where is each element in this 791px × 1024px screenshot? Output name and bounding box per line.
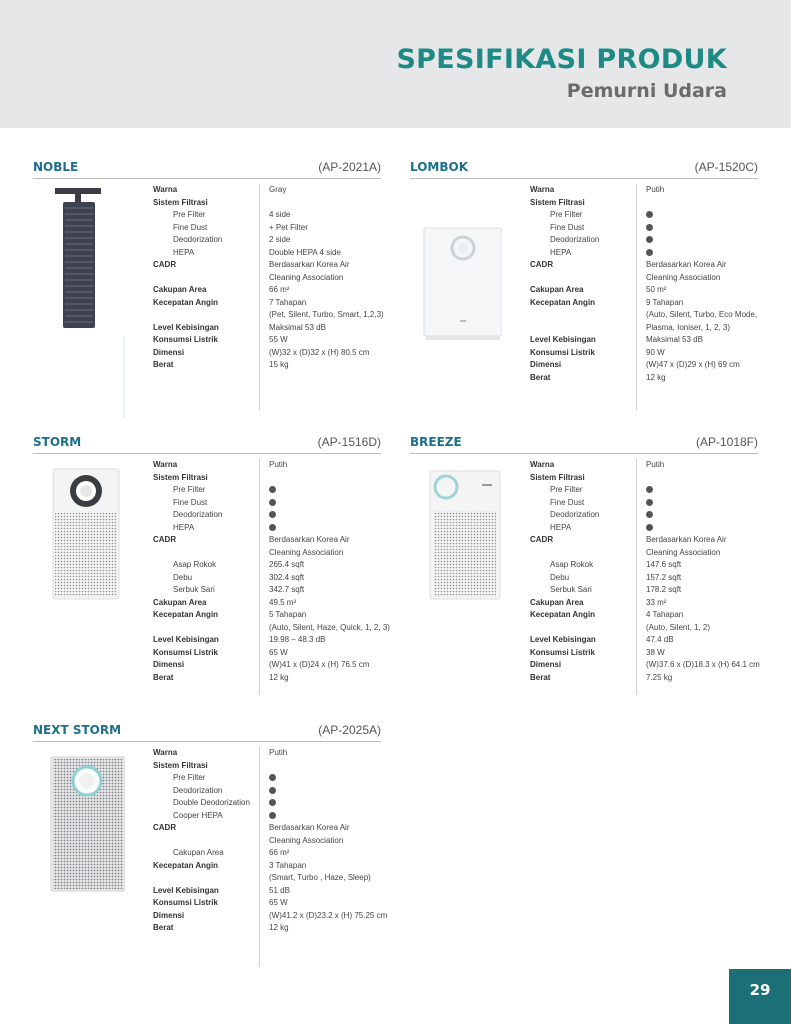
spec-dot (646, 509, 653, 522)
spec-row (530, 359, 760, 372)
spec-label: Level Kebisingan (153, 635, 219, 644)
product-image-noble (33, 186, 125, 418)
spec-value: 157.2 sqft (646, 572, 682, 582)
bullet-icon (269, 787, 276, 794)
spec-row (153, 497, 383, 510)
spec-label: Sistem Filtrasi (153, 197, 208, 207)
spec-table (153, 747, 388, 935)
spec-label: Dimensi (153, 347, 185, 357)
spec-value: 3 Tahapan (269, 860, 307, 870)
product-name: LOMBOK (410, 160, 469, 174)
spec-row (530, 497, 760, 510)
spec-label: Pre Filter (550, 485, 583, 494)
bullet-icon (269, 486, 276, 493)
spec-row (153, 272, 383, 285)
spec-row (530, 647, 760, 660)
spec-label: Deodorization (173, 785, 223, 795)
product-storm (33, 435, 390, 695)
spec-label: Level Kebisingan (530, 335, 596, 344)
spec-label: Warna (530, 460, 555, 469)
spec-value: + Pet Filter (269, 222, 308, 232)
spec-value: Berdasarkan Korea Air (269, 823, 350, 832)
spec-row (153, 785, 383, 798)
spec-row (153, 284, 383, 297)
spec-row (153, 184, 383, 197)
spec-row (153, 847, 383, 860)
bullet-icon (646, 486, 653, 493)
spec-dot (646, 522, 653, 535)
spec-value: Gray (269, 185, 287, 194)
spec-label: Konsumsi Listrik (530, 347, 595, 357)
spec-label: Cakupan Area (153, 285, 207, 294)
spec-row (153, 647, 383, 660)
spec-row (530, 634, 760, 647)
product-name: STORM (33, 435, 82, 449)
spec-value: 12 kg (646, 372, 666, 382)
bullet-icon (646, 511, 653, 518)
spec-label: HEPA (173, 522, 195, 532)
spec-row (530, 659, 760, 672)
spec-label: Level Kebisingan (153, 322, 219, 332)
spec-label: Double Deodorization (173, 798, 250, 807)
spec-row (530, 509, 760, 522)
spec-label: Warna (530, 185, 555, 194)
spec-label: Warna (153, 185, 178, 194)
spec-row (530, 284, 760, 297)
spec-row (153, 359, 383, 372)
product-noble (33, 160, 384, 410)
spec-row (153, 559, 383, 572)
spec-row (530, 334, 760, 347)
spec-dot (646, 234, 653, 247)
spec-label: Debu (173, 572, 193, 582)
spec-row (530, 522, 760, 535)
spec-label: Sistem Filtrasi (153, 472, 208, 482)
spec-row (153, 347, 383, 360)
spec-row (530, 347, 760, 360)
spec-row (153, 885, 383, 898)
spec-value: Cleaning Association (269, 547, 344, 557)
spec-label: Berat (153, 672, 174, 682)
product-image-next-storm (33, 749, 125, 981)
spec-row (530, 184, 760, 197)
product-header (33, 723, 381, 742)
spec-dot (269, 484, 276, 497)
spec-label: Dimensi (530, 360, 562, 369)
spec-row (153, 209, 383, 222)
spec-label: Pre Filter (550, 210, 583, 219)
bullet-icon (269, 511, 276, 518)
product-name: NOBLE (33, 160, 79, 174)
product-header (410, 435, 758, 454)
spec-value: 265.4 sqft (269, 560, 305, 569)
spec-dot (646, 222, 653, 235)
spec-label: Serbuk Sari (173, 585, 215, 594)
spec-label: CADR (153, 535, 177, 544)
page-subtitle: Pemurni Udara (566, 80, 727, 102)
spec-label: Deodorization (550, 235, 600, 244)
spec-row (153, 297, 383, 310)
spec-label: CADR (153, 260, 177, 269)
spec-label: Berat (530, 372, 551, 382)
spec-value: 12 kg (269, 672, 289, 682)
spec-dot (269, 497, 276, 510)
spec-label: Asap Rokok (173, 560, 217, 569)
spec-label: Kecepatan Angin (530, 297, 596, 307)
spec-table (153, 459, 390, 684)
spec-dot (269, 509, 276, 522)
spec-row (153, 822, 383, 835)
spec-label: Kecepatan Angin (153, 610, 219, 619)
product-header (33, 160, 381, 179)
spec-value: 38 W (646, 647, 665, 657)
spec-value: 9 Tahapan (646, 297, 684, 307)
page-title: SPESIFIKASI PRODUK (396, 44, 727, 75)
spec-value: Putih (269, 748, 288, 757)
spec-row (153, 835, 383, 848)
product-image-lombok (410, 186, 502, 418)
spec-label: Kecepatan Angin (153, 860, 219, 870)
spec-row (153, 247, 383, 260)
bullet-icon (269, 524, 276, 531)
spec-value: 66 m² (269, 285, 290, 294)
spec-label: Fine Dust (550, 497, 585, 507)
bullet-icon (646, 524, 653, 531)
spec-row (530, 259, 760, 272)
spec-value: Berdasarkan Korea Air (646, 535, 727, 544)
product-model: (AP-2021A) (318, 160, 381, 174)
spec-label: Level Kebisingan (153, 885, 219, 895)
spec-row (153, 484, 383, 497)
spec-row (153, 634, 383, 647)
spec-value: Berdasarkan Korea Air (646, 260, 727, 269)
spec-label: Warna (153, 748, 178, 757)
spec-label: Dimensi (153, 910, 185, 920)
spec-label: Warna (153, 460, 178, 469)
spec-value: 2 side (269, 235, 291, 244)
spec-row (153, 509, 383, 522)
spec-label: Konsumsi Listrik (153, 898, 218, 907)
bullet-icon (269, 499, 276, 506)
spec-value: 7.25 kg (646, 672, 673, 682)
spec-value: 12 kg (269, 923, 289, 932)
spec-label: Konsumsi Listrik (530, 647, 595, 657)
spec-value: 302.4 sqft (269, 572, 305, 582)
spec-row (153, 234, 383, 247)
spec-label: Konsumsi Listrik (153, 647, 218, 657)
spec-row (530, 222, 760, 235)
spec-row (153, 609, 383, 622)
spec-value: 90 W (646, 347, 665, 357)
spec-value: 47.4 dB (646, 635, 674, 644)
spec-value: Berdasarkan Korea Air (269, 535, 350, 544)
spec-label: HEPA (550, 247, 572, 257)
spec-label: Fine Dust (550, 222, 585, 232)
spec-value: (W)47 x (D)29 x (H) 69 cm (646, 360, 740, 369)
spec-value: Putih (269, 460, 288, 469)
spec-row (530, 584, 760, 597)
spec-value: (W)32 x (D)32 x (H) 80.5 cm (269, 347, 370, 357)
spec-row (530, 247, 760, 260)
spec-label: Level Kebisingan (530, 635, 596, 644)
bullet-icon (269, 799, 276, 806)
spec-row (153, 222, 383, 235)
spec-row (530, 472, 760, 485)
spec-row (530, 622, 760, 635)
bullet-icon (269, 774, 276, 781)
spec-label: Cakupan Area (530, 285, 584, 294)
spec-value: Berdasarkan Korea Air (269, 260, 350, 269)
bullet-icon (646, 211, 653, 218)
bullet-icon (646, 499, 653, 506)
spec-label: Fine Dust (173, 497, 208, 507)
spec-row (153, 860, 383, 873)
spec-value: (Auto, Silent, Turbo, Eco Mode, (646, 310, 758, 319)
spec-row (530, 272, 760, 285)
spec-label: Dimensi (153, 660, 185, 669)
spec-dot (646, 209, 653, 222)
spec-value: 5 Tahapan (269, 610, 307, 619)
spec-label: Cakupan Area (530, 597, 584, 607)
bullet-icon (646, 224, 653, 231)
spec-label: CADR (153, 823, 177, 832)
spec-row (153, 334, 383, 347)
spec-label: Serbuk Sari (550, 585, 592, 594)
product-name: BREEZE (410, 435, 462, 449)
spec-row (153, 622, 390, 635)
spec-label: CADR (530, 535, 554, 544)
product-lombok (410, 160, 758, 410)
spec-row (153, 534, 383, 547)
spec-label: Deodorization (173, 510, 223, 519)
spec-row (153, 872, 383, 885)
spec-row (153, 597, 383, 610)
spec-row (530, 609, 760, 622)
spec-value: Maksimal 53 dB (646, 335, 703, 344)
spec-value: 65 W (269, 898, 288, 907)
spec-label: Dimensi (530, 660, 562, 669)
spec-label: Kecepatan Angin (530, 610, 596, 619)
spec-row (530, 209, 760, 222)
spec-value: Cleaning Association (646, 272, 721, 282)
spec-label: CADR (530, 260, 554, 269)
product-next-storm (33, 723, 388, 973)
spec-row (153, 922, 383, 935)
spec-row (530, 484, 760, 497)
spec-row (530, 234, 760, 247)
spec-label: Deodorization (173, 235, 223, 244)
product-image-storm (33, 461, 125, 693)
spec-value: 147.6 sqft (646, 560, 682, 569)
spec-row (530, 459, 760, 472)
spec-row (153, 810, 383, 823)
spec-row (153, 910, 388, 923)
spec-value: 178.2 sqft (646, 585, 682, 594)
spec-row (530, 534, 760, 547)
bullet-icon (646, 249, 653, 256)
spec-row (530, 197, 760, 210)
spec-value: 66 m² (269, 848, 290, 857)
spec-label: Fine Dust (173, 222, 208, 232)
spec-row (530, 372, 760, 385)
spec-row (530, 547, 760, 560)
spec-table (153, 184, 383, 372)
spec-row (153, 572, 383, 585)
spec-row (530, 559, 760, 572)
spec-row (153, 197, 383, 210)
spec-dot (646, 497, 653, 510)
spec-value: Double HEPA 4 side (269, 247, 341, 257)
spec-label: Cakupan Area (153, 597, 207, 607)
spec-row (530, 597, 760, 610)
spec-row (153, 659, 383, 672)
bullet-icon (269, 812, 276, 819)
product-model: (AP-1516D) (317, 435, 381, 449)
spec-row (530, 322, 760, 335)
spec-row (153, 522, 383, 535)
spec-label: Pre Filter (173, 210, 206, 219)
spec-value: Plasma, Ioniser, 1, 2, 3) (646, 322, 731, 332)
spec-label: Pre Filter (173, 485, 206, 494)
spec-dot (646, 484, 653, 497)
spec-value: 15 kg (269, 360, 289, 369)
spec-value: (Pet, Silent, Turbo, Smart, 1,2,3) (269, 310, 384, 319)
spec-label: HEPA (173, 247, 195, 257)
spec-value: Cleaning Association (646, 547, 721, 557)
spec-value: 342.7 sqft (269, 585, 305, 594)
product-model: (AP-1520C) (694, 160, 758, 174)
spec-label: Pre Filter (173, 773, 206, 782)
spec-value: (Auto, Silent, Haze, Quick, 1, 2, 3) (269, 622, 390, 632)
spec-dot (269, 810, 276, 823)
spec-row (153, 672, 383, 685)
spec-label: Berat (153, 923, 174, 932)
spec-dot (269, 797, 276, 810)
spec-row (153, 322, 383, 335)
spec-row (530, 672, 760, 685)
spec-row (153, 897, 383, 910)
product-header (410, 160, 758, 179)
spec-value: Cleaning Association (269, 835, 344, 845)
spec-label: Asap Rokok (550, 560, 594, 569)
spec-table (530, 459, 760, 684)
spec-row (153, 747, 383, 760)
spec-value: (W)41.2 x (D)23.2 x (H) 75.25 cm (269, 910, 388, 920)
spec-label: Berat (153, 360, 174, 369)
spec-row (153, 309, 383, 322)
spec-value: 51 dB (269, 885, 290, 895)
spec-label: Berat (530, 672, 551, 682)
spec-value: 55 W (269, 335, 288, 344)
product-name: NEXT STORM (33, 723, 122, 737)
spec-label: Sistem Filtrasi (530, 472, 585, 482)
spec-label: Sistem Filtrasi (530, 197, 585, 207)
spec-value: (Smart, Turbo , Haze, Sleep) (269, 873, 371, 882)
spec-value: 65 W (269, 647, 288, 657)
spec-row (153, 772, 383, 785)
product-model: (AP-2025A) (318, 723, 381, 737)
spec-value: 33 m² (646, 597, 667, 607)
spec-label: Deodorization (550, 510, 600, 519)
spec-row (530, 297, 760, 310)
spec-value: 50 m² (646, 285, 667, 294)
spec-value: (W)37.6 x (D)18.3 x (H) 64.1 cm (646, 660, 760, 669)
spec-label: Konsumsi Listrik (153, 335, 218, 344)
spec-row (153, 760, 383, 773)
spec-label: Sistem Filtrasi (153, 760, 208, 770)
spec-value: 49.5 m² (269, 597, 297, 607)
product-header (33, 435, 381, 454)
spec-label: Kecepatan Angin (153, 297, 219, 307)
spec-label: Cakupan Area (173, 848, 224, 857)
spec-row (530, 309, 760, 322)
spec-label: Cooper HEPA (173, 810, 223, 820)
spec-value: 4 Tahapan (646, 610, 684, 619)
spec-row (153, 459, 383, 472)
page-number: 29 (729, 969, 791, 1024)
spec-dot (646, 247, 653, 260)
spec-value: (W)41 x (D)24 x (H) 76.5 cm (269, 660, 370, 669)
spec-label: HEPA (550, 522, 572, 532)
product-breeze (410, 435, 758, 695)
spec-row (530, 572, 760, 585)
spec-value: Putih (646, 460, 665, 469)
spec-label: Debu (550, 572, 570, 582)
spec-value: (Auto, Silent, 1, 2) (646, 622, 711, 632)
spec-row (153, 472, 383, 485)
spec-row (153, 547, 383, 560)
spec-value: 7 Tahapan (269, 297, 307, 307)
spec-value: Cleaning Association (269, 272, 344, 282)
spec-value: Putih (646, 185, 665, 194)
spec-dot (269, 785, 276, 798)
spec-row (153, 797, 383, 810)
spec-table (530, 184, 760, 384)
bullet-icon (646, 236, 653, 243)
spec-value: Maksimal 53 dB (269, 322, 326, 332)
spec-dot (269, 772, 276, 785)
page-header (0, 0, 791, 128)
product-model: (AP-1018F) (695, 435, 758, 449)
product-image-breeze (410, 461, 502, 693)
spec-value: 4 side (269, 210, 291, 219)
spec-row (153, 584, 383, 597)
spec-value: 19.98 – 48.3 dB (269, 635, 326, 644)
spec-dot (269, 522, 276, 535)
spec-row (153, 259, 383, 272)
